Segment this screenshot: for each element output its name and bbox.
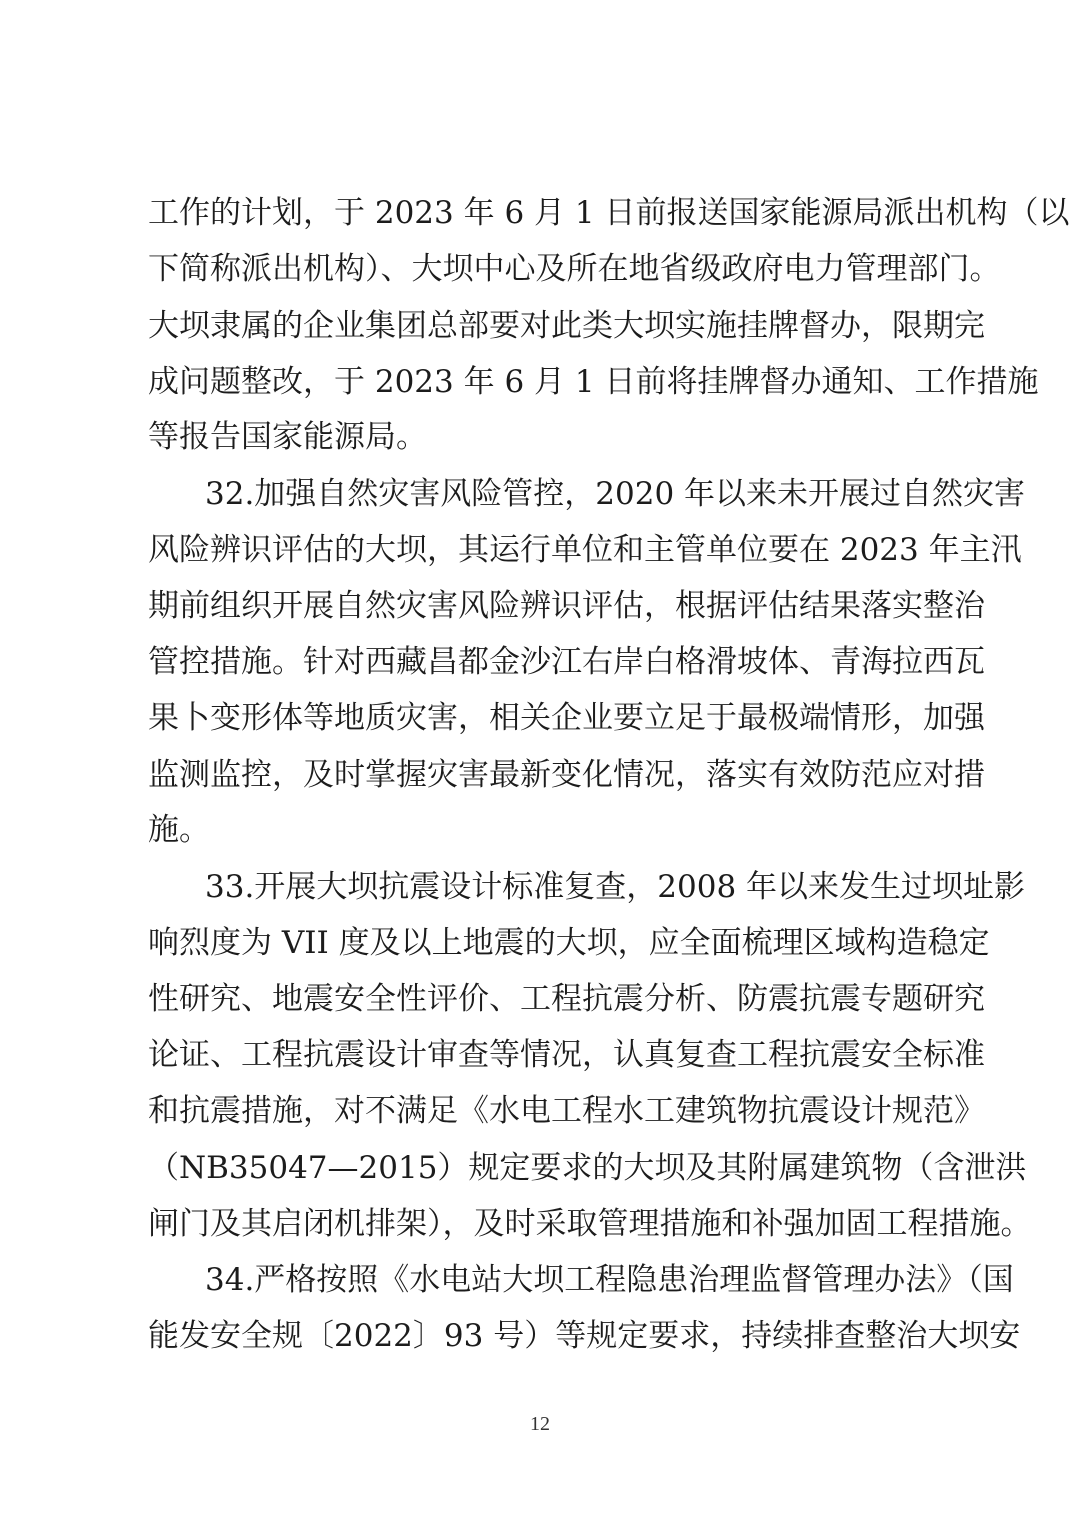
text-line: 等报告国家能源局。 [148,419,427,455]
text-line: 能发安全规〔2022〕93 号）等规定要求，持续排查整治大坝安 [148,1318,1021,1354]
page-number: 12 [530,1413,550,1435]
paragraph-32-first-line: 32.加强自然灾害风险管控，2020 年以来未开展过自然灾害 [205,476,1026,512]
text-line: 下简称派出机构）、大坝中心及所在地省级政府电力管理部门。 [148,251,1001,287]
text-line: 响烈度为 VII 度及以上地震的大坝，应全面梳理区域构造稳定 [148,925,990,961]
text-line: 性研究、地震安全性评价、工程抗震分析、防震抗震专题研究 [148,981,985,1017]
text-line: （NB35047—2015）规定要求的大坝及其附属建筑物（含泄洪 [148,1150,1027,1186]
paragraph-34-first-line: 34.严格按照《水电站大坝工程隐患治理监督管理办法》（国 [205,1262,1014,1298]
text-line: 期前组织开展自然灾害风险辨识评估，根据评估结果落实整治 [148,588,985,624]
text-line: 成问题整改，于 2023 年 6 月 1 日前将挂牌督办通知、工作措施 [148,364,1039,400]
text-line: 论证、工程抗震设计审查等情况，认真复查工程抗震安全标准 [148,1037,985,1073]
text-line: 施。 [148,812,210,848]
text-line: 大坝隶属的企业集团总部要对此类大坝实施挂牌督办，限期完 [148,308,985,344]
text-line: 和抗震措施，对不满足《水电工程水工建筑物抗震设计规范》 [148,1093,985,1129]
text-line: 管控措施。针对西藏昌都金沙江右岸白格滑坡体、青海拉西瓦 [148,644,985,680]
paragraph-33-first-line: 33.开展大坝抗震设计标准复查，2008 年以来发生过坝址影 [205,869,1026,905]
text-line: 风险辨识评估的大坝，其运行单位和主管单位要在 2023 年主汛 [148,532,1022,568]
text-line: 果卜变形体等地质灾害，相关企业要立足于最极端情形，加强 [148,700,985,736]
text-line: 闸门及其启闭机排架），及时采取管理措施和补强加固工程措施。 [148,1206,1032,1242]
text-line: 工作的计划，于 2023 年 6 月 1 日前报送国家能源局派出机构（以 [148,195,1070,231]
text-line: 监测监控，及时掌握灾害最新变化情况，落实有效防范应对措 [148,757,985,793]
